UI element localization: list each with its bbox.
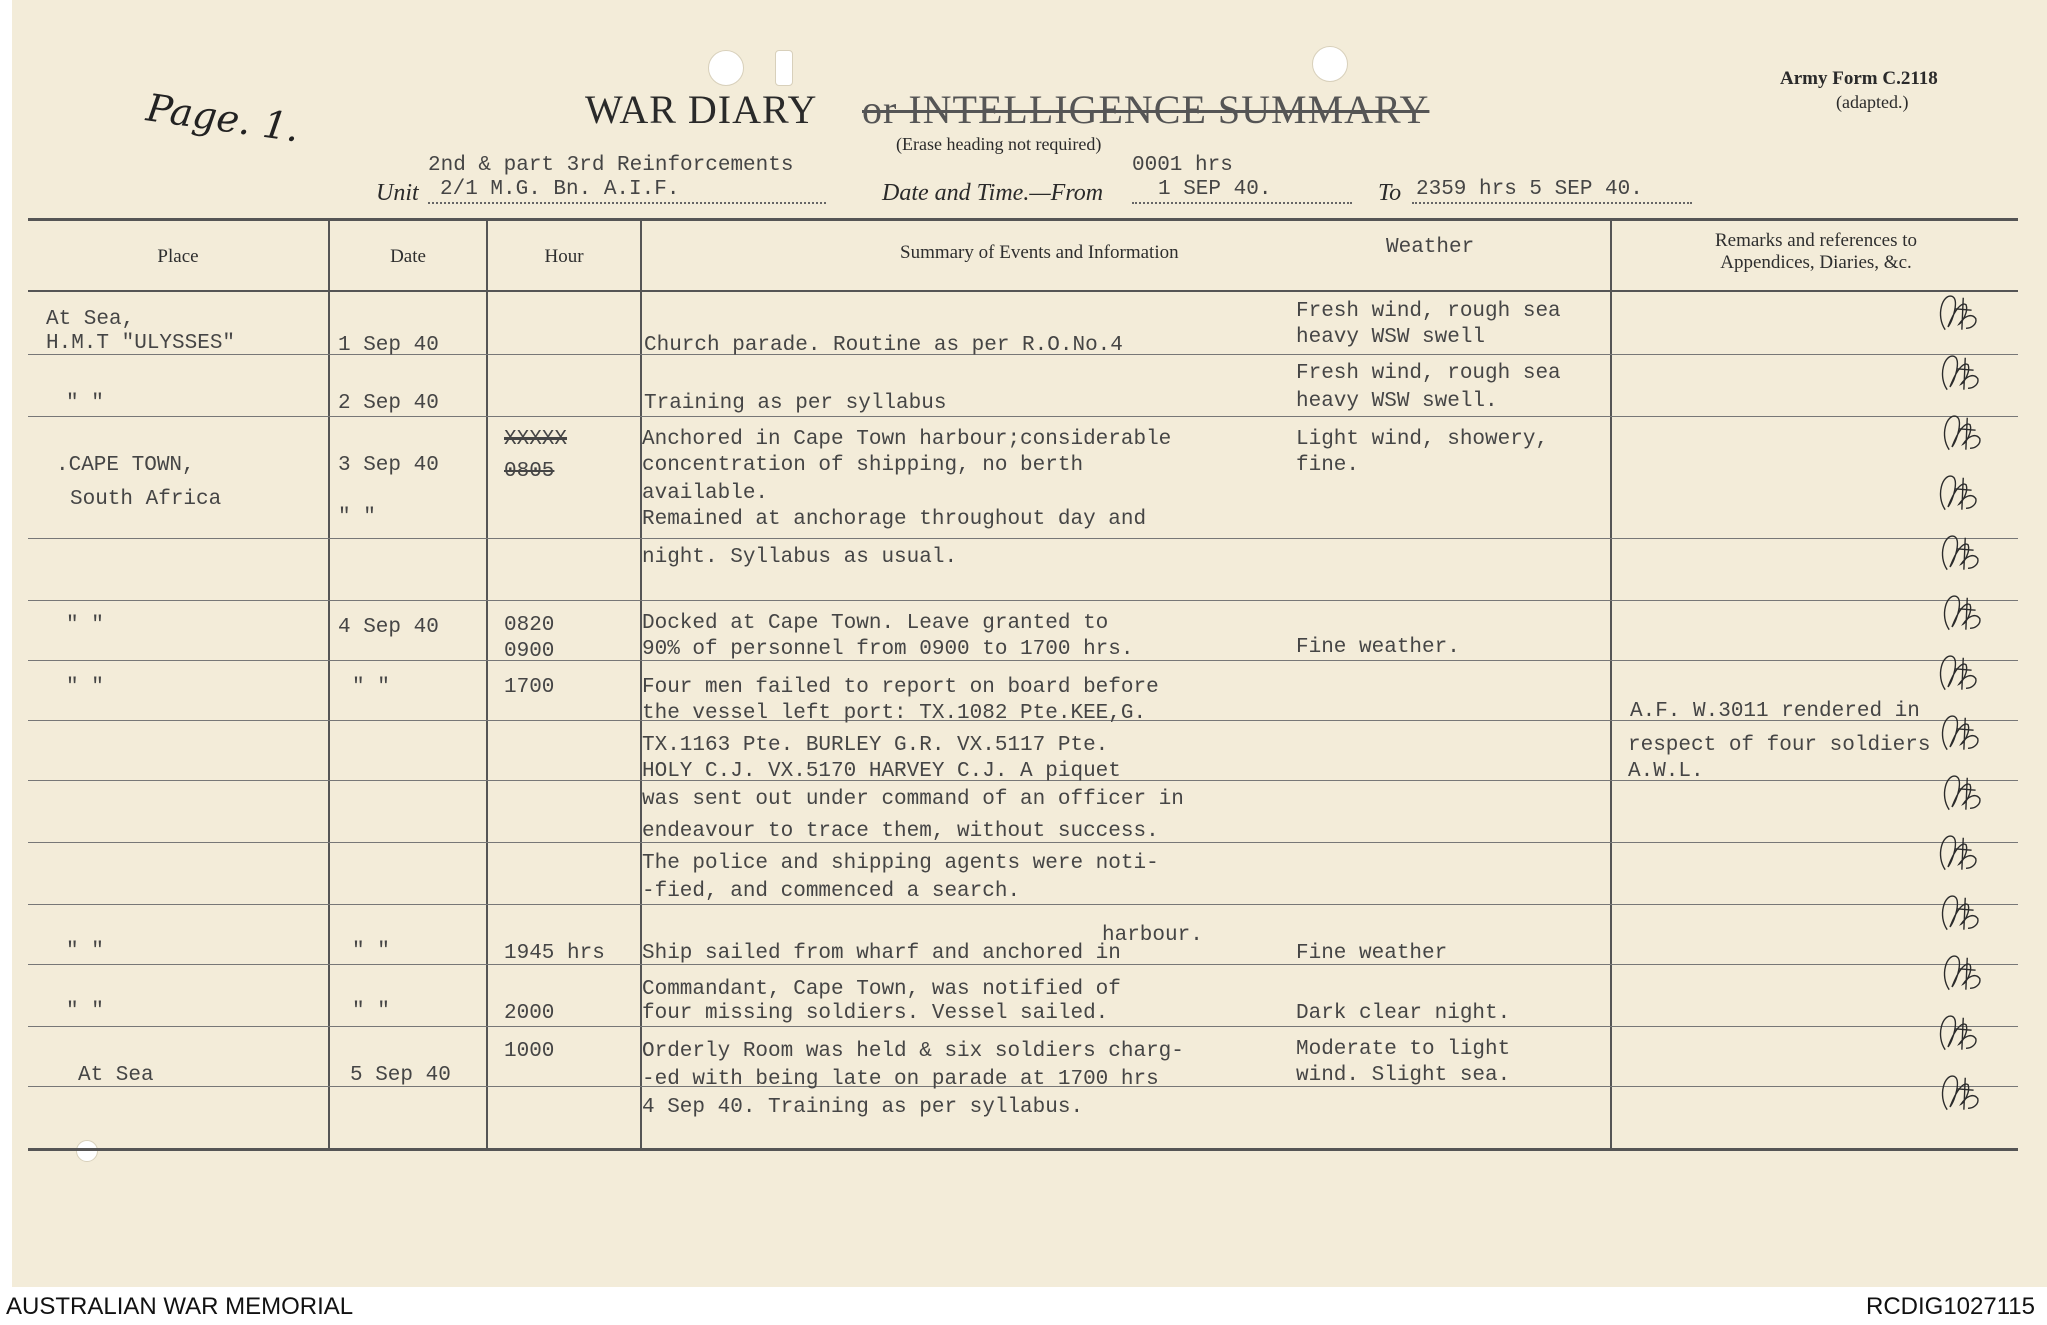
row8-summary-line1: Commandant, Cape Town, was notified of [642, 978, 1121, 1001]
unit-label: Unit [376, 180, 419, 206]
footer-id: RCDIG1027115 [1866, 1293, 2035, 1320]
row3-hour-struck: XXXXX [504, 428, 568, 451]
row1-weather-line1: Fresh wind, rough sea [1296, 300, 1561, 323]
row1-date: 1 Sep 40 [338, 334, 439, 357]
row6-summary-line6: endeavour to trace them, without success. [642, 820, 1159, 843]
row-rule [28, 538, 2018, 539]
row7-hour: 1945 hrs [504, 942, 605, 965]
unit-dotted-line [428, 202, 826, 204]
handwritten-initials [1924, 1068, 1994, 1118]
row2-weather-line2: heavy WSW swell. [1296, 390, 1498, 413]
row5-weather: Fine weather. [1296, 636, 1460, 659]
col-header-summary: Summary of Events and Information [900, 242, 1179, 263]
row2-place: " " [66, 392, 104, 415]
handwritten-initials [1922, 468, 1992, 518]
unit-value: 2/1 M.G. Bn. A.I.F. [440, 178, 680, 201]
handwritten-initials [1926, 768, 1996, 818]
row4-date: " " [338, 506, 376, 529]
row5-summary-line1: Docked at Cape Town. Leave granted to [642, 612, 1109, 635]
row6-summary-line7: The police and shipping agents were noti- [642, 852, 1159, 875]
punch-hole [775, 50, 793, 86]
form-note: (adapted.) [1836, 92, 1909, 112]
row8-weather: Dark clear night. [1296, 1002, 1511, 1025]
row3-summary-line2: concentration of shipping, no berth [642, 454, 1084, 477]
remarks-line2: respect of four soldiers [1628, 734, 1931, 757]
row-rule [28, 600, 2018, 601]
erase-note: (Erase heading not required) [896, 134, 1102, 154]
row1-summary: Church parade. Routine as per R.O.No.4 [644, 334, 1123, 357]
remarks-line3: A.W.L. [1628, 760, 1704, 783]
row7-date: " " [352, 940, 390, 963]
row3-weather-line1: Light wind, showery, [1296, 428, 1549, 451]
table-top-rule [28, 218, 2018, 221]
header-bottom-rule [28, 290, 2018, 292]
row8-hour: 2000 [504, 1002, 555, 1025]
title-main: WAR DIARY [585, 87, 818, 132]
row7-summary-insert: harbour. [1102, 924, 1203, 947]
to-value: 2359 hrs 5 SEP 40. [1416, 178, 1643, 201]
row4-summary-line2: night. Syllabus as usual. [642, 546, 958, 569]
row8-summary-line2: four missing soldiers. Vessel sailed. [642, 1002, 1109, 1025]
row3-hour: 0805 [504, 460, 555, 483]
from-above: 0001 hrs [1132, 154, 1233, 177]
row3-date: 3 Sep 40 [338, 454, 439, 477]
row9-summary-line2: -ed with being late on parade at 1700 hrs [642, 1068, 1159, 1091]
row9-summary-line1: Orderly Room was held & six soldiers charg- [642, 1040, 1184, 1063]
handwritten-initials [1922, 828, 1992, 878]
row3-place-line2: South Africa [70, 488, 222, 511]
row9-hour: 1000 [504, 1040, 555, 1063]
handwritten-initials [1924, 708, 1994, 758]
date-time-label: Date and Time.—From [882, 180, 1104, 206]
row9-place: At Sea [78, 1064, 154, 1087]
to-label: To [1378, 180, 1402, 206]
row9-summary-line3: 4 Sep 40. Training as per syllabus. [642, 1096, 1084, 1119]
form-name: Army Form C.2118 [1780, 68, 1938, 89]
handwritten-initials [1922, 288, 1992, 338]
col-divider [328, 220, 330, 1148]
row2-summary: Training as per syllabus [644, 392, 947, 415]
col-header-date: Date [390, 246, 426, 267]
row2-date: 2 Sep 40 [338, 392, 439, 415]
col-header-weather: Weather [1386, 236, 1475, 259]
remarks-line1: A.F. W.3011 rendered in [1630, 700, 1920, 723]
row1-place-line1: At Sea, [46, 308, 135, 331]
footer-source: AUSTRALIAN WAR MEMORIAL [6, 1293, 354, 1320]
row1-place-line2: H.M.T "ULYSSES" [46, 332, 236, 355]
row9-weather-line2: wind. Slight sea. [1296, 1064, 1511, 1087]
to-dotted-line [1412, 202, 1692, 204]
row-rule [28, 1026, 2018, 1027]
punch-hole [708, 50, 744, 86]
row6-hour: 1700 [504, 676, 555, 699]
row1-weather-line2: heavy WSW swell [1296, 326, 1486, 349]
row-rule [28, 416, 2018, 417]
row-rule [28, 904, 2018, 905]
title-struck: or INTELLIGENCE SUMMARY [862, 87, 1430, 132]
row4-summary-line1: Remained at anchorage throughout day and [642, 508, 1147, 531]
row8-place: " " [66, 1000, 104, 1023]
row3-place-line1: .CAPE TOWN, [56, 454, 195, 477]
unit-above: 2nd & part 3rd Reinforcements [428, 154, 794, 177]
row7-place: " " [66, 940, 104, 963]
col-header-place: Place [157, 246, 199, 267]
row9-weather-line1: Moderate to light [1296, 1038, 1511, 1061]
row9-date: 5 Sep 40 [350, 1064, 451, 1087]
from-dotted-line [1132, 202, 1352, 204]
row5-hour-line1: 0820 [504, 614, 555, 637]
col-divider [486, 220, 488, 1148]
handwritten-initials [1926, 588, 1996, 638]
row6-date: " " [352, 676, 390, 699]
row7-weather: Fine weather [1296, 942, 1448, 965]
col-divider [1610, 220, 1612, 1148]
page-note: Page. 1. [143, 85, 303, 151]
row3-summary-line1: Anchored in Cape Town harbour;considerable [642, 428, 1172, 451]
handwritten-initials [1922, 648, 1992, 698]
row3-summary-line3: available. [642, 482, 769, 505]
row8-date: " " [352, 1000, 390, 1023]
handwritten-initials [1926, 408, 1996, 458]
col-header-remarks-line1: Remarks and references to [1714, 230, 1918, 251]
row6-summary-line4: HOLY C.J. VX.5170 HARVEY C.J. A piquet [642, 760, 1121, 783]
col-header-remarks-line2: Appendices, Diaries, &c. [1720, 252, 1912, 273]
handwritten-initials [1924, 528, 1994, 578]
punch-hole [1312, 46, 1348, 82]
row5-date: 4 Sep 40 [338, 616, 439, 639]
row6-place: " " [66, 676, 104, 699]
handwritten-initials [1924, 888, 1994, 938]
handwritten-initials [1924, 348, 1994, 398]
row3-weather-line2: fine. [1296, 454, 1360, 477]
row2-weather-line1: Fresh wind, rough sea [1296, 362, 1561, 385]
row5-summary-line2: 90% of personnel from 0900 to 1700 hrs. [642, 638, 1134, 661]
row7-summary: Ship sailed from wharf and anchored in [642, 942, 1121, 965]
row6-summary-line5: was sent out under command of an officer in [642, 788, 1184, 811]
from-value: 1 SEP 40. [1158, 178, 1272, 201]
table-bottom-rule [28, 1148, 2018, 1151]
handwritten-initials [1926, 948, 1996, 998]
row6-summary-line2: the vessel left port: TX.1082 Pte.KEE,G. [642, 702, 1147, 725]
handwritten-initials [1922, 1008, 1992, 1058]
row6-summary-line1: Four men failed to report on board before [642, 676, 1159, 699]
row5-place: " " [66, 614, 104, 637]
col-header-hour: Hour [544, 246, 584, 267]
punch-hole [76, 1140, 98, 1162]
row6-summary-line8: -fied, and commenced a search. [642, 880, 1021, 903]
row6-summary-line3: TX.1163 Pte. BURLEY G.R. VX.5117 Pte. [642, 734, 1109, 757]
row5-hour-line2: 0900 [504, 640, 555, 663]
